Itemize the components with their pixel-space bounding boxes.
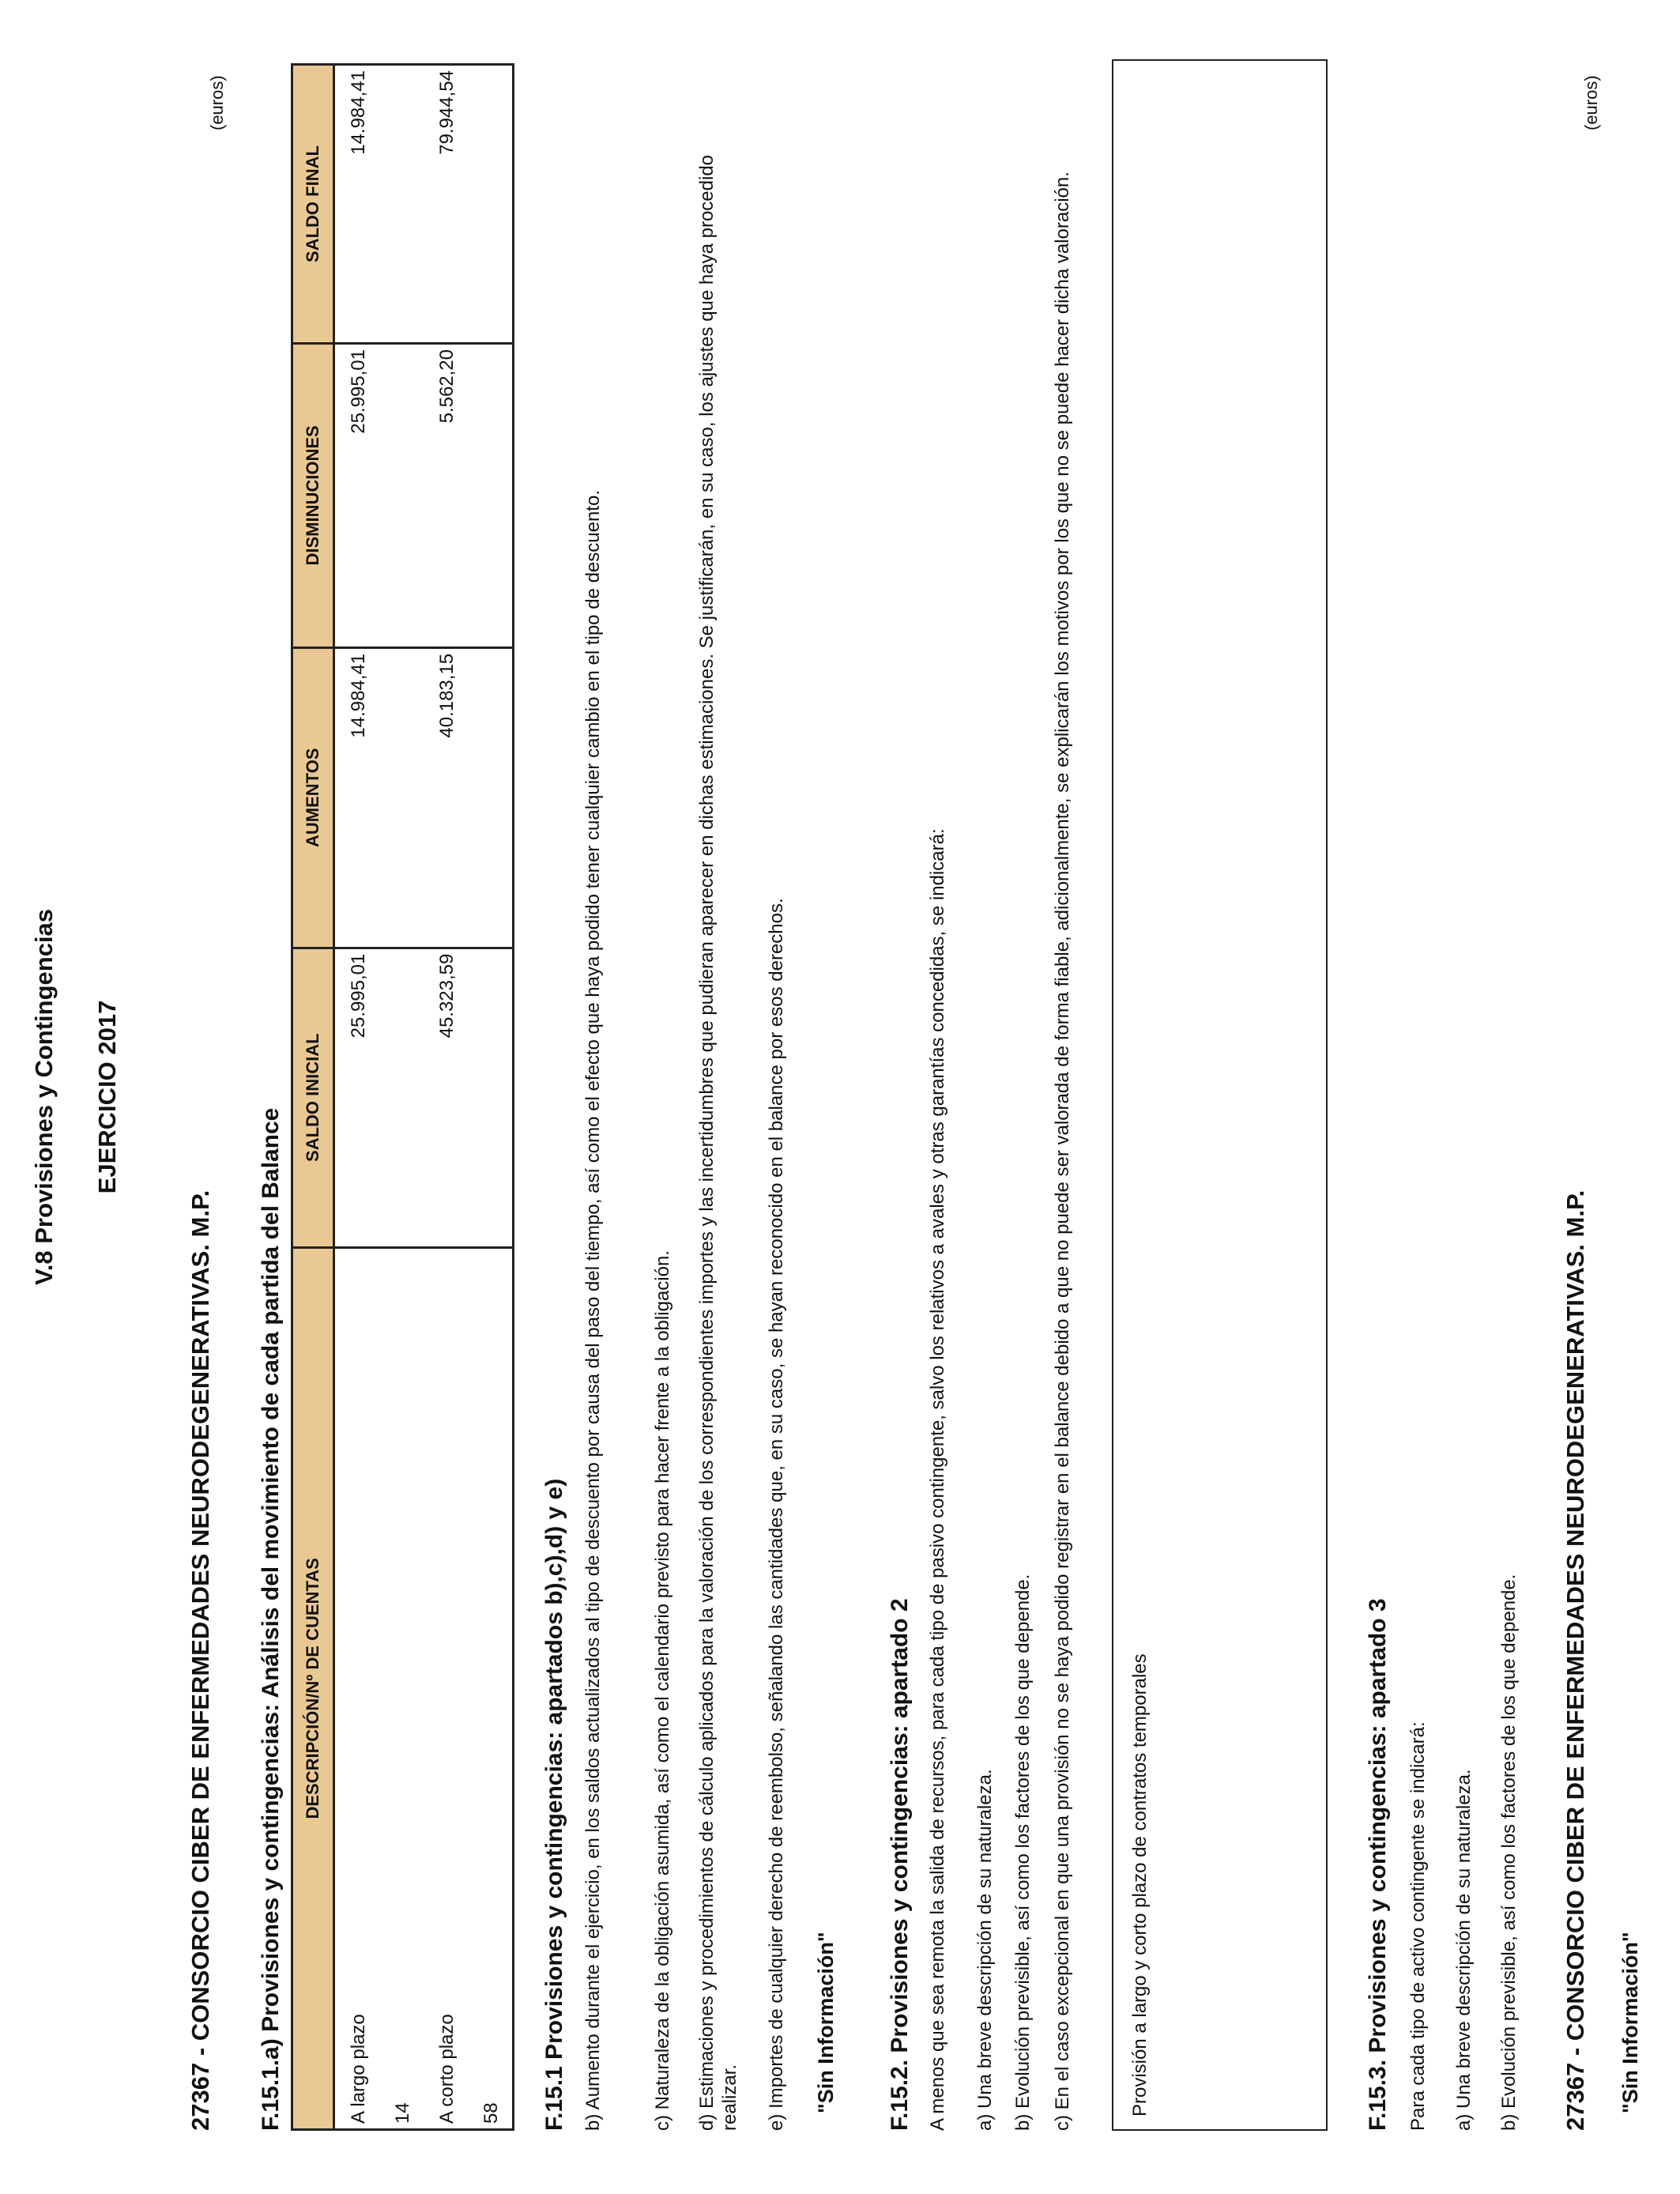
paragraph-3b: b) Evolución previsible, así como los factores de los que depende. xyxy=(1498,1574,1520,2131)
table-header-row xyxy=(292,65,334,2130)
cell-saldo-final: 79.944,54 xyxy=(424,65,471,344)
cell-aumentos: 14.984,41 xyxy=(334,647,383,948)
table-row xyxy=(382,65,424,2130)
textbox-content: Provisión a largo y corto plazo de contratos temporales xyxy=(1129,1653,1151,2117)
column-header-saldo-inicial: SALDO INICIAL xyxy=(292,948,334,1247)
column-header-saldo-final: SALDO FINAL xyxy=(292,65,334,344)
cell-saldo-final: 14.984,41 xyxy=(334,65,383,344)
sin-informacion-label: "Sin Información" xyxy=(814,1932,838,2113)
row-account-number: 58 xyxy=(471,1247,514,2129)
cell-aumentos: 40.183,15 xyxy=(424,647,471,948)
section-f153-title: F.15.3. Provisiones y contingencias: apartado 3 xyxy=(1365,1598,1391,2131)
entity-heading-2: 27367 - CONSORCIO CIBER DE ENFERMEDADES NEURODEGENERATIVAS. M.P. xyxy=(1561,1189,1589,2131)
column-header-description: DESCRIPCIÓN/Nº DE CUENTAS xyxy=(292,1247,334,2129)
paragraph-b: b) Aumento durante el ejercicio, en los saldos actualizados al tipo de descuento por causa del paso del tiempo, así como el efecto que haya podido tener cualquier cambio en el tipo de descuento. xyxy=(582,490,604,2131)
column-header-aumentos: AUMENTOS xyxy=(292,647,334,948)
paragraph-intro-2: A menos que sea remota la salida de recursos, para cada tipo de pasivo contingente, salvo los relativos a avales y otras garantías concedidas, se indicará: xyxy=(927,828,948,2131)
table-row xyxy=(424,65,471,2130)
section-f152-title: F.15.2. Provisiones y contingencias: apartado 2 xyxy=(887,1598,913,2131)
cell-saldo-inicial: 25.995,01 xyxy=(334,948,383,1247)
paragraph-d: d) Estimaciones y procedimientos de cálculo aplicados para la valoración de los correspondientes importes y las incertidumbres que pudieran aparecer en dichas estimaciones. Se justificarán, en su caso, los ajustes que haya procedido realizar. xyxy=(696,154,740,2131)
table-row xyxy=(334,65,383,2130)
movements-table xyxy=(291,63,514,2131)
paragraph-2c: c) En el caso excepcional en que una provisión no se haya podido registrar en el balance debido a que no puede ser valorada de forma fiable, adicionalmente, se explicarán los motivos por los que no se puede hacer dicha valoración. xyxy=(1052,172,1073,2131)
paragraph-3a: a) Una breve descripción de su naturaleza. xyxy=(1453,1769,1475,2131)
cell-disminuciones: 5.562,20 xyxy=(424,344,471,648)
column-header-disminuciones: DISMINUCIONES xyxy=(292,344,334,648)
page-title: V.8 Provisiones y Contingencias xyxy=(30,908,58,1286)
paragraph-intro-3: Para cada tipo de activo contingente se indicará: xyxy=(1407,1721,1429,2131)
cell-disminuciones: 25.995,01 xyxy=(334,344,383,648)
entity-heading: 27367 - CONSORCIO CIBER DE ENFERMEDADES NEURODEGENERATIVAS. M.P. xyxy=(186,1189,214,2131)
table-row xyxy=(471,65,514,2130)
currency-label-2: (euros) xyxy=(1581,75,1601,130)
cell-saldo-inicial: 45.323,59 xyxy=(424,948,471,1247)
paragraph-2a: a) Una breve descripción de su naturaleza. xyxy=(974,1769,996,2131)
paragraph-2b: b) Evolución previsible, así como los factores de los que depende. xyxy=(1012,1574,1034,2131)
fiscal-year: EJERCICIO 2017 xyxy=(93,1000,121,1194)
information-textbox xyxy=(1112,59,1328,2131)
paragraph-e: e) Importes de cualquier derecho de reembolso, señalando las cantidades que, en su caso, se hayan reconocido en el balance por esos derechos. xyxy=(766,898,787,2131)
row-description: A largo plazo xyxy=(334,1247,383,2129)
paragraph-c: c) Naturaleza de la obligación asumida, así como el calendario previsto para hacer frente a la obligación. xyxy=(652,1250,673,2131)
row-description: A corto plazo xyxy=(424,1247,471,2129)
section-f151-title: F.15.1 Provisiones y contingencias: apartados b),c),d) y e) xyxy=(541,1478,567,2131)
currency-label: (euros) xyxy=(207,75,227,130)
sin-informacion-label-2: "Sin Información" xyxy=(1618,1932,1642,2113)
row-account-number: 14 xyxy=(382,1247,424,2129)
section-f1511a-title: F.15.1.a) Provisiones y contingencias: Análisis del movimiento de cada partida del Balance xyxy=(258,1107,284,2131)
